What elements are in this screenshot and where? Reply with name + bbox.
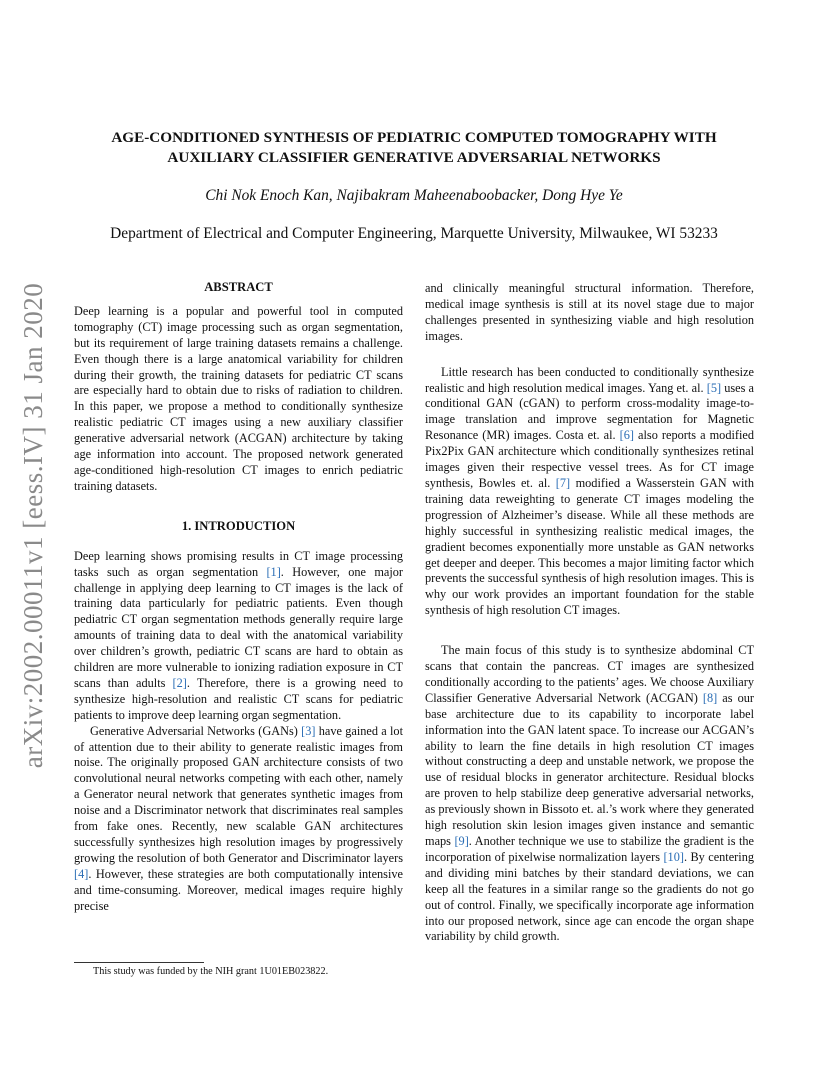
right-column <box>425 281 754 945</box>
abstract-text: Deep learning is a popular and powerful tool in computed tomography (CT) image processing such as organ segmentation, but its requirement of large training datasets remains a challenge. Even though there is a large anatomical variability for children during their growth, the training datasets for pediatric CT scans are especially hard to obtain due to risks of radiation to children. In this paper, we propose a method to conditionally synthesize realistic pediatric CT images using a new auxiliary classifier generative adversarial network (ACGAN) architecture by taking age information into account. The proposed network generated age-conditioned high-resolution CT images to enrich pediatric training datasets. <box>74 303 403 493</box>
footnote: This study was funded by the NIH grant 1U01EB023822. <box>93 966 329 977</box>
intro-paragraph-1: Deep learning shows promising results in CT image processing tasks such as organ segmentation [1]. However, one major challenge in applying deep learning to CT images is the lack of training data particularly for pediatric patients. Even though pediatric CT organ segmentation methods generally require large amounts of training data to deal with the anatomical variability over children’s growth, pediatric CT scans are hard to obtain as children are more vulnerable to ionizing radiation exposure in CT scans than adults [2]. Therefore, there is a growing need to synthesize high-resolution and realistic CT scans for pediatric patients to improve deep learning organ segmentation. <box>74 548 404 722</box>
paper-title <box>70 128 758 168</box>
citation-link[interactable]: [7] <box>555 475 571 490</box>
arxiv-id: arXiv:2002.00011v1 [eess.IV] 31 Jan 2020 <box>18 282 49 768</box>
intro-paragraph-4: Little research has been conducted to conditionally synthesize realistic and high resolution medical images. Yang et. al. [5] uses a conditional GAN (cGAN) to perform cross-modality image-to-image translation and improve segmentation for Magnetic Resonance (MR) images. Costa et. al. [6] also reports a modified Pix2Pix GAN architecture which conditionally synthesizes retinal images given their respective vessel trees. As for CT image synthesis, Bowles et. al. [7] modified a Wasserstein GAN with training data reweighting to generate CT images modeling the progression of Alzheimer’s disease. While all these methods are highly successful in synthesizing realistic medical images, the gradient becomes exponentially more unstable as GAN networks get deeper and deeper. This becomes a major limiting factor which prevents the successful synthesis of high resolution images. This is why our work provides an important foundation for the stable synthesis of high resolution CT images. <box>425 364 755 618</box>
title-line-2: AUXILIARY CLASSIFIER GENERATIVE ADVERSARIAL NETWORKS <box>167 149 661 166</box>
citation-link[interactable]: [2] <box>172 675 187 690</box>
title-line-1: AGE-CONDITIONED SYNTHESIS OF PEDIATRIC COMPUTED TOMOGRAPHY WITH <box>111 129 717 146</box>
citation-link[interactable]: [10] <box>663 849 684 864</box>
intro-paragraph-2: Generative Adversarial Networks (GANs) [3] have gained a lot of attention due to their ability to generate realistic images from noise. The originally proposed GAN architecture consists of two convolutional neural networks competing with each other, namely a Generator neural network that generates synthetic images from noise and a Discriminator network that discriminates real samples from fake ones. Recently, new scalable GAN architectures successfully synthesizes high resolution images by progressively growing the resolution of both Generator and Discriminator layers [4]. However, these strategies are both computationally intensive and time-consuming. Moreover, medical images require highly precise <box>74 723 403 913</box>
citation-link[interactable]: [4] <box>74 866 89 881</box>
intro-heading: 1. INTRODUCTION <box>181 518 296 533</box>
arxiv-sidebar-stamp <box>6 282 62 768</box>
abstract-heading: ABSTRACT <box>204 280 273 294</box>
left-column <box>74 280 403 915</box>
citation-link[interactable]: [3] <box>301 723 316 738</box>
authors: Chi Nok Enoch Kan, Najibakram Maheenaboobacker, Dong Hye Ye <box>205 187 623 204</box>
affiliation: Department of Electrical and Computer Engineering, Marquette University, Milwaukee, WI 53233 <box>110 225 718 242</box>
citation-link[interactable]: [6] <box>619 428 635 443</box>
citation-link[interactable]: [5] <box>706 380 722 395</box>
citation-link[interactable]: [8] <box>702 690 718 705</box>
footnote-divider <box>74 962 204 963</box>
intro-paragraph-5: The main focus of this study is to synthesize abdominal CT scans that contain the pancreas. CT images are synthesized conditionally according to the patients’ ages. We choose Auxiliary Classifier Generative Adversarial Network (ACGAN) [8] as our base architecture due to its capability to incorporate label information into the GAN latent space. To increase our ACGAN’s ability to learn the fine details in high resolution CT images without constructing a deep and unstable network, we propose the use of residual blocks in generator architecture. Residual blocks are proven to help stabilize deep generative adversarial networks, as previously shown in Bissoto et. al.’s work where they generated high resolution skin lesion images given instance and semantic maps [9]. Another technique we use to stabilize the gradient is the incorporation of pixelwise normalization layers [10]. By centering and dividing mini batches by their standard deviations, we can keep all the features in a similar range so the gradients do not go out of control. Finally, we specifically incorporate age information into our proposed network, since age can encode the organ shape variability by child growth. <box>425 643 754 944</box>
citation-link[interactable]: [1] <box>266 564 281 579</box>
citation-link[interactable]: [9] <box>454 834 469 848</box>
intro-paragraph-3: and clinically meaningful structural information. Therefore, medical image synthesis is still at its novel stage due to major challenges presented in synthesizing viable and high resolution images. <box>425 281 754 343</box>
